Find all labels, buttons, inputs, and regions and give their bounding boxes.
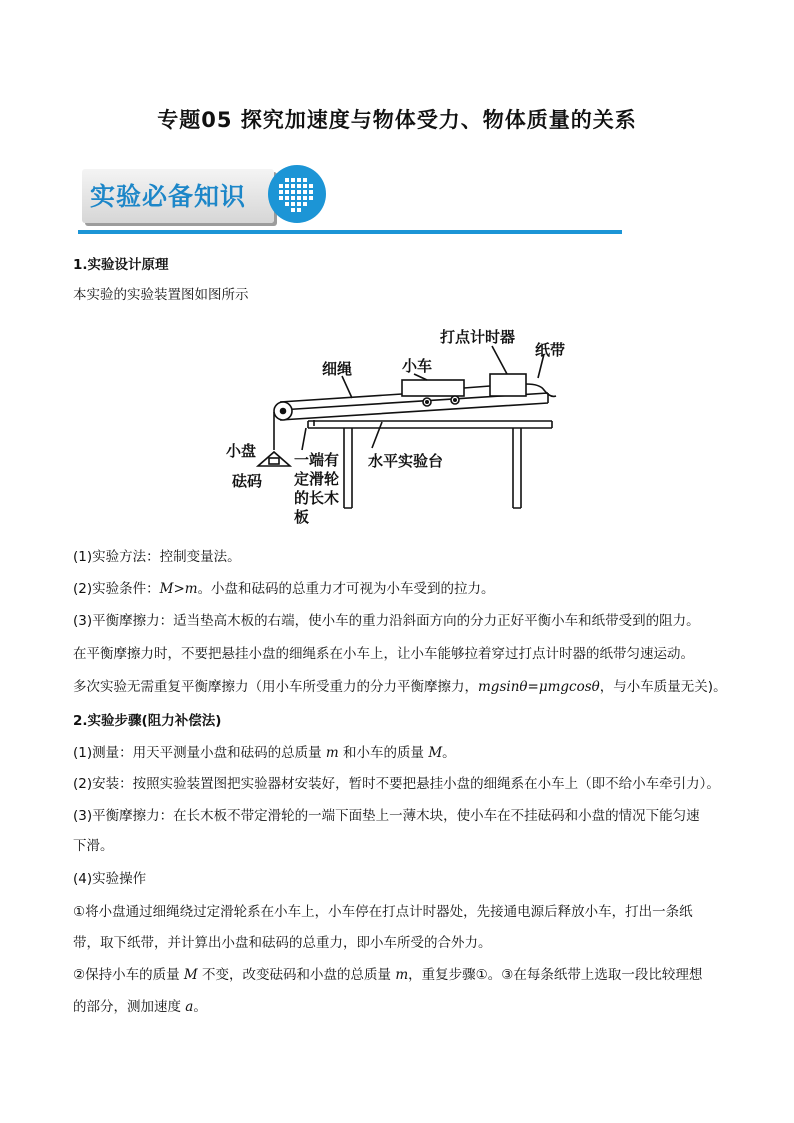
banner-underline	[78, 230, 622, 234]
dot-grid-icon	[268, 165, 326, 223]
repeat-note-prefix: 多次实验无需重复平衡摩擦力（用小车所受重力的分力平衡摩擦力，	[73, 679, 478, 695]
mass-m: m	[325, 745, 339, 761]
balance-text-2: 下滑。	[73, 838, 114, 854]
condition-text	[73, 577, 495, 597]
condition-prefix: (2)实验条件：	[73, 581, 160, 597]
friction-text: (3)平衡摩擦力：适当垫高木板的右端，使小车的重力沿斜面方向的分力正好平衡小车和纸带受到的阻力。	[73, 613, 700, 629]
operation-heading: (4)实验操作	[73, 871, 147, 887]
step1-text-2: 带，取下纸带，并计算出小盘和砝码的总重力，即小车所受的合外力。	[73, 935, 492, 951]
step2-b: 不变，改变砝码和小盘的总质量	[197, 967, 396, 983]
balance-text-1: (3)平衡摩擦力：在长木板不带定滑轮的一端下面垫上一薄木块，使小车在不挂砝码和小盘的情况下能匀速	[73, 808, 700, 824]
step2-text-1	[73, 963, 702, 983]
measure-prefix: (1)测量：用天平测量小盘和砝码的总质量	[73, 745, 326, 761]
condition-formula: M>m	[159, 581, 198, 597]
section-heading-2: 2.实验步骤(阻力补偿法)	[73, 713, 222, 729]
board-label-3: 的长木	[294, 489, 340, 507]
step1-text-1: ①将小盘通过细绳绕过定滑轮系在小车上，小车停在打点计时器处，先接通电源后释放小车，打出一条纸	[73, 904, 693, 920]
method-text: (1)实验方法：控制变量法。	[73, 549, 241, 565]
friction-note: 在平衡摩擦力时，不要把悬挂小盘的细绳系在小车上，让小车能够拉着穿过打点计时器的纸带匀速运动。	[73, 646, 694, 662]
repeat-note-suffix: ，与小车质量无关)。	[599, 679, 727, 695]
section-heading-1: 1.实验设计原理	[73, 257, 169, 273]
board-label-4: 板	[294, 508, 310, 526]
step2-c: ，重复步骤①。③在每条纸带上选取一段比较理想	[408, 967, 703, 983]
step2-a: ②保持小车的质量	[73, 967, 184, 983]
table-label: 水平实验台	[368, 452, 444, 470]
condition-suffix: 。小盘和砝码的总重力才可视为小车受到的拉力。	[197, 581, 495, 597]
measure-text	[73, 741, 456, 761]
board-label-2: 定滑轮	[294, 470, 340, 488]
section-banner	[78, 163, 328, 231]
friction-formula: mgsinθ=μmgcosθ	[478, 679, 600, 695]
measure-middle: 和小车的质量	[338, 745, 429, 761]
page-title: 专题05 探究加速度与物体受力、物体质量的关系	[157, 108, 637, 132]
diagram-intro: 本实验的实验装置图如图所示	[73, 287, 249, 303]
rope-label: 细绳	[322, 360, 353, 378]
step2-line2a: 的部分，测加速度	[73, 999, 186, 1015]
timer-label: 打点计时器	[440, 328, 516, 346]
step2-mass-M: M	[183, 967, 198, 983]
step2-text-2	[73, 995, 207, 1015]
board-label-1: 一端有	[294, 451, 340, 469]
step2-mass-m: m	[395, 967, 409, 983]
install-text: (2)安装：按照实验装置图把实验器材安装好，暂时不要把悬挂小盘的细绳系在小车上（即不给小车牵引力）。	[73, 776, 720, 792]
mass-M: M	[428, 745, 443, 761]
tape-label: 纸带	[535, 341, 566, 359]
acceleration-a: a	[185, 999, 194, 1015]
step2-line2b: 。	[193, 999, 207, 1015]
repeat-note	[73, 675, 727, 695]
cart-label: 小车	[402, 357, 433, 375]
banner-label: 实验必备知识	[90, 182, 247, 211]
weights-label: 砝码	[232, 472, 263, 490]
measure-suffix: 。	[442, 745, 456, 761]
apparatus-diagram	[222, 318, 566, 532]
pan-label: 小盘	[226, 442, 257, 460]
